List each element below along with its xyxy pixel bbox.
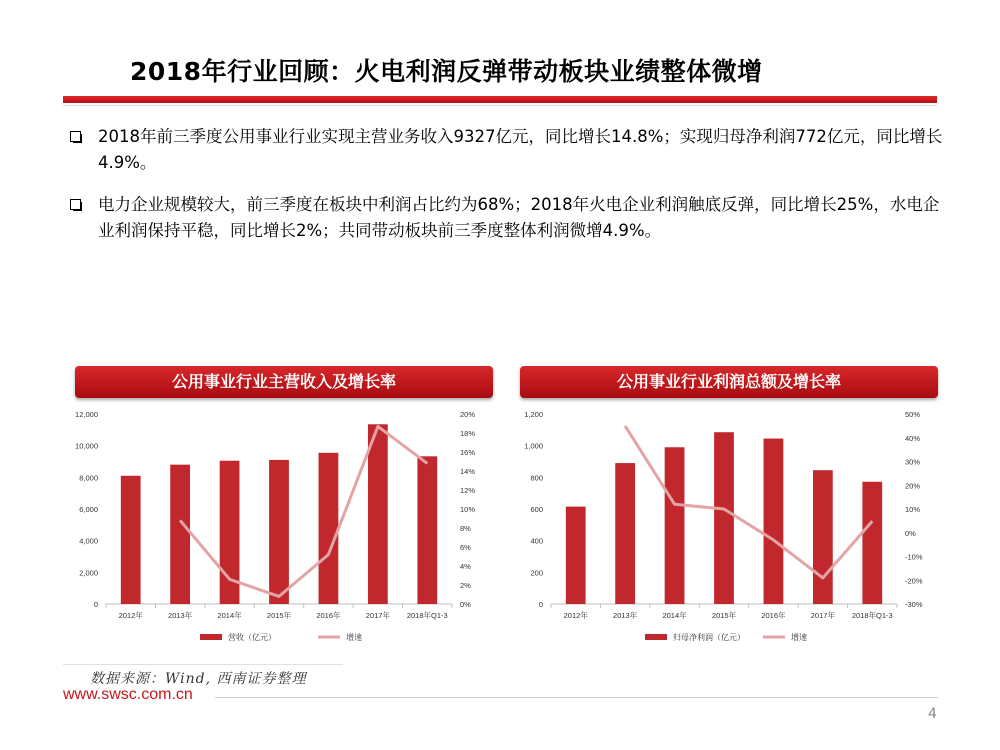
x-tick-label: 2015年 [266,611,292,620]
right-tick-label: 50% [905,410,921,419]
checkbox-bullet-icon [70,199,81,210]
left-tick-label: 800 [530,473,543,483]
left-tick-label: 6,000 [79,505,98,514]
right-tick-label: 20% [460,410,476,419]
source-divider [63,664,343,665]
x-tick-label: 2018年Q1-3 [851,611,893,620]
legend-bar-label: 营收（亿元） [228,633,276,642]
left-tick-label: 12,000 [75,410,98,419]
legend-bar-swatch [200,634,222,640]
profit-chart [505,402,935,652]
x-tick-label: 2017年 [365,611,390,620]
bar [813,470,833,604]
bar [319,453,339,604]
left-tick-label: 8,000 [79,473,98,483]
x-tick-label: 2013年 [168,611,193,620]
right-tick-label: 30% [905,457,921,467]
legend-line-label: 增速 [346,633,362,642]
bar [269,460,289,604]
right-tick-label: 18% [460,429,476,438]
right-tick-label: -30% [905,600,923,609]
title-rule [63,96,937,103]
slide-title: 2018年行业回顾：火电利润反弹带动板块业绩整体微增 [130,57,763,86]
right-tick-label: 16% [460,448,476,457]
left-tick-label: 1,000 [524,441,543,451]
footer-rule [215,697,938,698]
page-number: 4 [928,706,937,722]
left-tick-label: 200 [530,568,543,578]
legend-bar-label: 归母净利润（亿元） [673,633,745,642]
bullet-item-2 [70,192,950,244]
x-tick-label: 2012年 [563,611,588,620]
left-tick-label: 4,000 [79,536,98,546]
right-tick-label: -10% [905,552,923,562]
x-tick-label: 2016年 [761,611,786,620]
x-tick-label: 2015年 [711,611,737,620]
bullet-item-1 [70,124,950,176]
bar [417,456,437,604]
x-tick-label: 2012年 [118,611,143,620]
x-tick-label: 2016年 [316,611,341,620]
title-rule-thin [63,105,937,106]
data-source-note: 数据来源：Wind, 西南证券整理 [90,671,307,687]
bar [665,447,685,604]
bar [764,439,784,604]
checkbox-bullet-icon [70,131,81,142]
website-link[interactable]: www.swsc.com.cn [63,686,193,703]
bullet-text-1: 2018年前三季度公用事业行业实现主营业务收入9327亿元，同比增长14.8%；实现归母净利润772亿元，同比增长4.9%。 [98,127,943,172]
right-tick-label: 0% [905,528,916,538]
bar [615,463,635,604]
right-tick-label: 10% [905,505,921,514]
bar [862,482,882,604]
left-tick-label: 600 [530,505,543,514]
x-tick-label: 2013年 [613,611,638,620]
left-tick-label: 1,200 [524,410,543,419]
right-tick-label: 14% [460,467,476,476]
x-tick-label: 2014年 [217,611,242,620]
right-tick-label: 10% [460,505,476,514]
right-tick-label: -20% [905,576,923,586]
legend-bar-swatch [645,634,667,640]
x-tick-label: 2014年 [662,611,687,620]
revenue-chart [60,402,490,652]
left-tick-label: 2,000 [79,568,98,578]
right-tick-label: 2% [460,581,471,590]
left-tick-label: 10,000 [75,441,98,451]
right-tick-label: 4% [460,562,471,571]
legend-line-label: 增速 [791,633,807,642]
left-tick-label: 400 [530,536,543,546]
right-tick-label: 20% [905,481,921,491]
bar [714,432,734,604]
right-tick-label: 40% [905,433,921,443]
bar [170,465,190,604]
right-tick-label: 0% [460,600,471,609]
growth-line [625,426,872,578]
bar [368,424,388,604]
chart-2-title: 公用事业行业利润总额及增长率 [520,366,938,398]
growth-line [180,426,427,596]
right-tick-label: 12% [460,486,476,495]
bar [121,476,141,604]
right-tick-label: 6% [460,543,471,552]
left-tick-label: 0 [93,600,98,609]
x-tick-label: 2017年 [810,611,835,620]
right-tick-label: 8% [460,524,471,533]
left-tick-label: 0 [538,600,543,609]
bar [566,507,586,604]
bullet-text-2: 电力企业规模较大，前三季度在板块中利润占比约为68%；2018年火电企业利润触底反弹，同比增长25%，水电企业利润保持平稳，同比增长2%；共同带动板块前三季度整体利润微增4.9%。 [98,195,940,240]
chart-1-title: 公用事业行业主营收入及增长率 [75,366,493,398]
x-tick-label: 2018年Q1-3 [406,611,448,620]
